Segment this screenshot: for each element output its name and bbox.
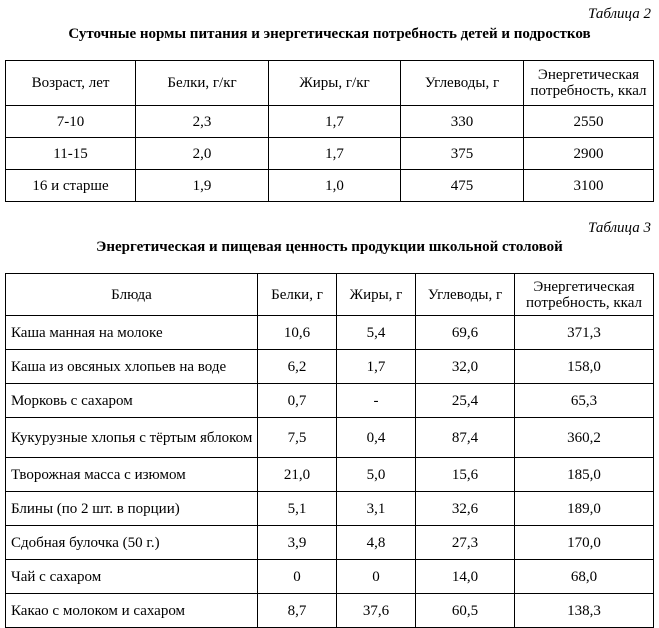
table3-title: Энергетическая и пищевая ценность продукции школьной столовой <box>96 239 563 255</box>
table-cell: 5,0 <box>337 458 416 492</box>
table-cell: 3,9 <box>258 526 337 560</box>
table-cell: 8,7 <box>258 594 337 628</box>
header-cell: Углеводы, г <box>416 274 515 316</box>
header-cell: Белки, г <box>258 274 337 316</box>
table-cell: 5,1 <box>258 492 337 526</box>
table-cell: 189,0 <box>515 492 654 526</box>
table-row <box>6 138 654 170</box>
table-cell: 6,2 <box>258 350 337 384</box>
table-header-row <box>6 274 654 316</box>
header-cell: Белки, г/кг <box>136 61 269 106</box>
header-cell: Блюда <box>6 274 258 316</box>
table-cell: 16 и старше <box>6 170 136 202</box>
dish-name-cell: Каша манная на молоке <box>6 316 258 350</box>
table-cell: 3,1 <box>337 492 416 526</box>
table-cell: 11-15 <box>6 138 136 170</box>
table-row <box>6 316 654 350</box>
table-cell: 138,3 <box>515 594 654 628</box>
table-cell: 25,4 <box>416 384 515 418</box>
table-cell: 2,0 <box>136 138 269 170</box>
table-cell: 2,3 <box>136 106 269 138</box>
table-cell: 69,6 <box>416 316 515 350</box>
table-cell: 15,6 <box>416 458 515 492</box>
table-cell: 185,0 <box>515 458 654 492</box>
table-row <box>6 350 654 384</box>
table-cell: 371,3 <box>515 316 654 350</box>
table-cell: 2900 <box>524 138 654 170</box>
table-cell: 10,6 <box>258 316 337 350</box>
header-cell: Жиры, г/кг <box>269 61 401 106</box>
table-cell: 360,2 <box>515 418 654 458</box>
table-row <box>6 384 654 418</box>
table-cell: 65,3 <box>515 384 654 418</box>
table-cell: 5,4 <box>337 316 416 350</box>
table-cell: 60,5 <box>416 594 515 628</box>
header-cell: Возраст, лет <box>6 61 136 106</box>
table-cell: 32,6 <box>416 492 515 526</box>
dish-name-cell: Морковь с сахаром <box>6 384 258 418</box>
table-row <box>6 458 654 492</box>
table-cell: 1,9 <box>136 170 269 202</box>
table-cell: 375 <box>401 138 524 170</box>
table-cell: 68,0 <box>515 560 654 594</box>
nutrition-norms-table <box>5 60 654 202</box>
table-cell: 21,0 <box>258 458 337 492</box>
table-cell: 158,0 <box>515 350 654 384</box>
dish-name-cell: Кукурузные хлопья с тёртым яблоком <box>6 418 258 458</box>
table2-caption: Таблица 2 <box>588 6 651 22</box>
table-cell: 1,0 <box>269 170 401 202</box>
table-row <box>6 418 654 458</box>
table-cell: 1,7 <box>337 350 416 384</box>
table-cell: 1,7 <box>269 138 401 170</box>
table-cell: 37,6 <box>337 594 416 628</box>
header-cell: Энергетическая потребность, ккал <box>524 61 654 106</box>
table-cell: 0 <box>337 560 416 594</box>
table-row <box>6 170 654 202</box>
table-row <box>6 106 654 138</box>
header-cell: Углеводы, г <box>401 61 524 106</box>
table-row <box>6 560 654 594</box>
table-cell: 14,0 <box>416 560 515 594</box>
table-cell: - <box>337 384 416 418</box>
dish-name-cell: Какао с молоком и сахаром <box>6 594 258 628</box>
table-cell: 1,7 <box>269 106 401 138</box>
table-cell: 7,5 <box>258 418 337 458</box>
table-cell: 32,0 <box>416 350 515 384</box>
table2-title: Суточные нормы питания и энергетическая потребность детей и подростков <box>68 26 591 42</box>
canteen-products-table <box>5 273 654 628</box>
table-cell: 4,8 <box>337 526 416 560</box>
table-cell: 3100 <box>524 170 654 202</box>
table-row <box>6 526 654 560</box>
table-row <box>6 594 654 628</box>
table-cell: 7-10 <box>6 106 136 138</box>
table-row <box>6 492 654 526</box>
table-cell: 0,7 <box>258 384 337 418</box>
table-header-row <box>6 61 654 106</box>
table-cell: 2550 <box>524 106 654 138</box>
dish-name-cell: Чай с сахаром <box>6 560 258 594</box>
table-cell: 0 <box>258 560 337 594</box>
header-cell: Жиры, г <box>337 274 416 316</box>
table-cell: 0,4 <box>337 418 416 458</box>
table-cell: 170,0 <box>515 526 654 560</box>
dish-name-cell: Творожная масса с изюмом <box>6 458 258 492</box>
table-cell: 27,3 <box>416 526 515 560</box>
table-cell: 330 <box>401 106 524 138</box>
dish-name-cell: Сдобная булочка (50 г.) <box>6 526 258 560</box>
dish-name-cell: Каша из овсяных хлопьев на воде <box>6 350 258 384</box>
table-cell: 475 <box>401 170 524 202</box>
table3-caption: Таблица 3 <box>588 220 651 236</box>
dish-name-cell: Блины (по 2 шт. в порции) <box>6 492 258 526</box>
table-cell: 87,4 <box>416 418 515 458</box>
header-cell: Энергетическая потребность, ккал <box>515 274 654 316</box>
